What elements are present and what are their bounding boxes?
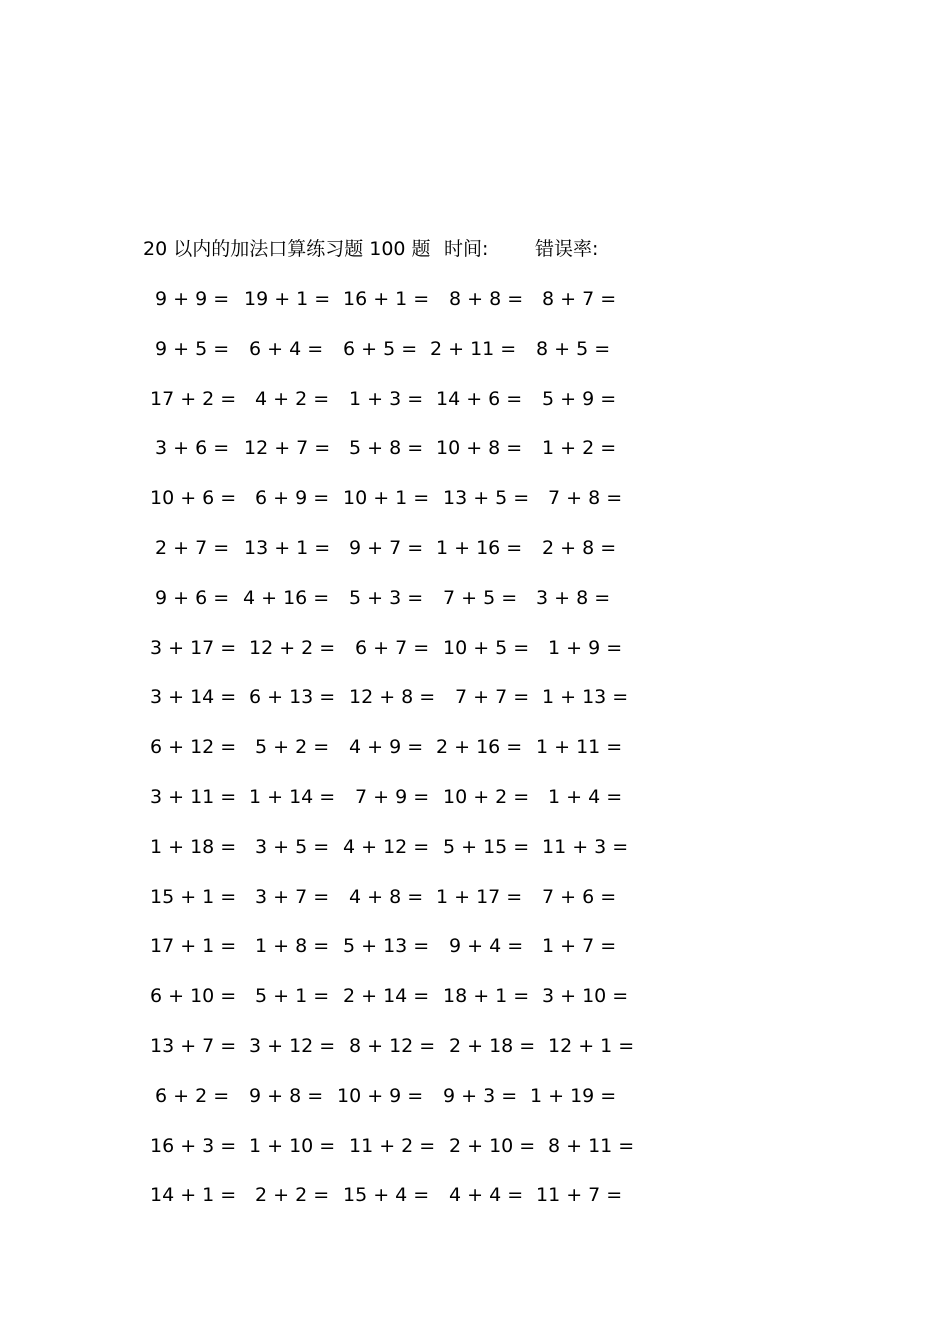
problem-row bbox=[0, 782, 950, 832]
problem-item: 13 + 1 = bbox=[244, 536, 331, 559]
problem-item: 7 + 9 = bbox=[355, 785, 430, 808]
problem-item: 14 + 1 = bbox=[150, 1184, 237, 1207]
problem-item: 9 + 4 = bbox=[449, 935, 524, 958]
problem-row bbox=[0, 334, 950, 384]
problem-item: 15 + 1 = bbox=[150, 885, 237, 908]
problem-row bbox=[0, 433, 950, 483]
problem-item: 2 + 11 = bbox=[430, 337, 517, 360]
problem-item: 1 + 3 = bbox=[349, 387, 424, 410]
problem-row bbox=[0, 682, 950, 732]
problem-row bbox=[0, 1131, 950, 1181]
problem-row bbox=[0, 1081, 950, 1131]
problem-item: 12 + 2 = bbox=[249, 636, 336, 659]
problem-item: 5 + 1 = bbox=[255, 985, 330, 1008]
time-label: 时间: bbox=[444, 238, 489, 260]
problem-item: 11 + 7 = bbox=[536, 1184, 623, 1207]
problem-item: 7 + 8 = bbox=[548, 487, 623, 510]
problem-item: 1 + 14 = bbox=[249, 785, 336, 808]
problem-item: 6 + 2 = bbox=[155, 1084, 230, 1107]
problem-item: 8 + 12 = bbox=[349, 1034, 436, 1057]
problem-item: 1 + 7 = bbox=[542, 935, 617, 958]
problem-item: 3 + 11 = bbox=[150, 785, 237, 808]
problem-item: 17 + 1 = bbox=[150, 935, 237, 958]
problem-row bbox=[0, 483, 950, 533]
problem-row bbox=[0, 732, 950, 782]
problem-item: 9 + 8 = bbox=[249, 1084, 324, 1107]
problem-item: 7 + 6 = bbox=[542, 885, 617, 908]
problem-item: 7 + 7 = bbox=[455, 686, 530, 709]
problem-item: 8 + 7 = bbox=[542, 288, 617, 310]
problem-item: 2 + 18 = bbox=[449, 1034, 536, 1057]
problem-row bbox=[0, 384, 950, 434]
problem-item: 10 + 6 = bbox=[150, 487, 237, 510]
problem-item: 6 + 9 = bbox=[255, 487, 330, 510]
problem-item: 5 + 9 = bbox=[542, 387, 617, 410]
problem-item: 1 + 10 = bbox=[249, 1134, 336, 1157]
problem-row bbox=[0, 882, 950, 932]
problem-item: 8 + 5 = bbox=[536, 337, 611, 360]
problem-row bbox=[0, 832, 950, 882]
problem-item: 3 + 14 = bbox=[150, 686, 237, 709]
problem-item: 1 + 16 = bbox=[436, 536, 523, 559]
problem-item: 2 + 10 = bbox=[449, 1134, 536, 1157]
problem-item: 12 + 7 = bbox=[244, 437, 331, 460]
problem-item: 3 + 7 = bbox=[255, 885, 330, 908]
problem-item: 19 + 1 = bbox=[244, 288, 331, 310]
worksheet-title: 20 以内的加法口算练习题 100 题 bbox=[143, 238, 431, 260]
problem-item: 5 + 13 = bbox=[343, 935, 430, 958]
problem-item: 16 + 3 = bbox=[150, 1134, 237, 1157]
problem-grid bbox=[0, 284, 950, 1230]
problem-item: 1 + 2 = bbox=[542, 437, 617, 460]
problem-item: 2 + 2 = bbox=[255, 1184, 330, 1207]
problem-item: 6 + 7 = bbox=[355, 636, 430, 659]
problem-item: 1 + 4 = bbox=[548, 785, 623, 808]
error-rate-label: 错误率: bbox=[535, 238, 599, 260]
problem-item: 1 + 17 = bbox=[436, 885, 523, 908]
problem-item: 5 + 3 = bbox=[349, 586, 424, 609]
problem-item: 9 + 3 = bbox=[443, 1084, 518, 1107]
problem-item: 3 + 17 = bbox=[150, 636, 237, 659]
problem-row bbox=[0, 981, 950, 1031]
problem-item: 9 + 7 = bbox=[349, 536, 424, 559]
problem-item: 4 + 16 = bbox=[243, 586, 330, 609]
problem-item: 6 + 5 = bbox=[343, 337, 418, 360]
problem-item: 12 + 1 = bbox=[548, 1034, 635, 1057]
problem-item: 3 + 10 = bbox=[542, 985, 629, 1008]
problem-item: 4 + 2 = bbox=[255, 387, 330, 410]
problem-item: 10 + 5 = bbox=[443, 636, 530, 659]
problem-item: 10 + 8 = bbox=[436, 437, 523, 460]
problem-item: 5 + 8 = bbox=[349, 437, 424, 460]
problem-row bbox=[0, 284, 950, 334]
problem-item: 1 + 8 = bbox=[255, 935, 330, 958]
problem-item: 6 + 4 = bbox=[249, 337, 324, 360]
problem-item: 6 + 12 = bbox=[150, 736, 237, 759]
problem-row bbox=[0, 1031, 950, 1081]
problem-item: 11 + 3 = bbox=[542, 835, 629, 858]
problem-item: 4 + 12 = bbox=[343, 835, 430, 858]
problem-item: 15 + 4 = bbox=[343, 1184, 430, 1207]
problem-item: 13 + 5 = bbox=[443, 487, 530, 510]
problem-item: 9 + 5 = bbox=[155, 337, 230, 360]
problem-item: 1 + 11 = bbox=[536, 736, 623, 759]
problem-item: 4 + 8 = bbox=[349, 885, 424, 908]
problem-item: 11 + 2 = bbox=[349, 1134, 436, 1157]
problem-row bbox=[0, 633, 950, 683]
problem-item: 4 + 4 = bbox=[449, 1184, 524, 1207]
problem-item: 8 + 11 = bbox=[548, 1134, 635, 1157]
problem-item: 16 + 1 = bbox=[343, 288, 430, 310]
problem-item: 3 + 5 = bbox=[255, 835, 330, 858]
problem-row bbox=[0, 533, 950, 583]
problem-item: 14 + 6 = bbox=[436, 387, 523, 410]
problem-item: 3 + 12 = bbox=[249, 1034, 336, 1057]
problem-item: 4 + 9 = bbox=[349, 736, 424, 759]
problem-item: 10 + 1 = bbox=[343, 487, 430, 510]
problem-item: 17 + 2 = bbox=[150, 387, 237, 410]
problem-item: 18 + 1 = bbox=[443, 985, 530, 1008]
problem-item: 12 + 8 = bbox=[349, 686, 436, 709]
problem-row bbox=[0, 931, 950, 981]
problem-item: 13 + 7 = bbox=[150, 1034, 237, 1057]
problem-item: 2 + 14 = bbox=[343, 985, 430, 1008]
problem-item: 5 + 2 = bbox=[255, 736, 330, 759]
worksheet-header bbox=[0, 234, 950, 264]
problem-item: 8 + 8 = bbox=[449, 288, 524, 310]
problem-item: 6 + 13 = bbox=[249, 686, 336, 709]
problem-item: 1 + 13 = bbox=[542, 686, 629, 709]
problem-item: 2 + 16 = bbox=[436, 736, 523, 759]
problem-item: 3 + 8 = bbox=[536, 586, 611, 609]
problem-item: 1 + 18 = bbox=[150, 835, 237, 858]
problem-item: 9 + 9 = bbox=[155, 288, 230, 310]
problem-item: 10 + 2 = bbox=[443, 785, 530, 808]
problem-item: 6 + 10 = bbox=[150, 985, 237, 1008]
problem-item: 1 + 9 = bbox=[548, 636, 623, 659]
problem-item: 1 + 19 = bbox=[530, 1084, 617, 1107]
problem-item: 10 + 9 = bbox=[337, 1084, 424, 1107]
problem-item: 9 + 6 = bbox=[155, 586, 230, 609]
problem-item: 7 + 5 = bbox=[443, 586, 518, 609]
problem-item: 2 + 8 = bbox=[542, 536, 617, 559]
problem-item: 2 + 7 = bbox=[155, 536, 230, 559]
problem-row bbox=[0, 1180, 950, 1230]
problem-item: 5 + 15 = bbox=[443, 835, 530, 858]
problem-row bbox=[0, 583, 950, 633]
problem-item: 3 + 6 = bbox=[155, 437, 230, 460]
